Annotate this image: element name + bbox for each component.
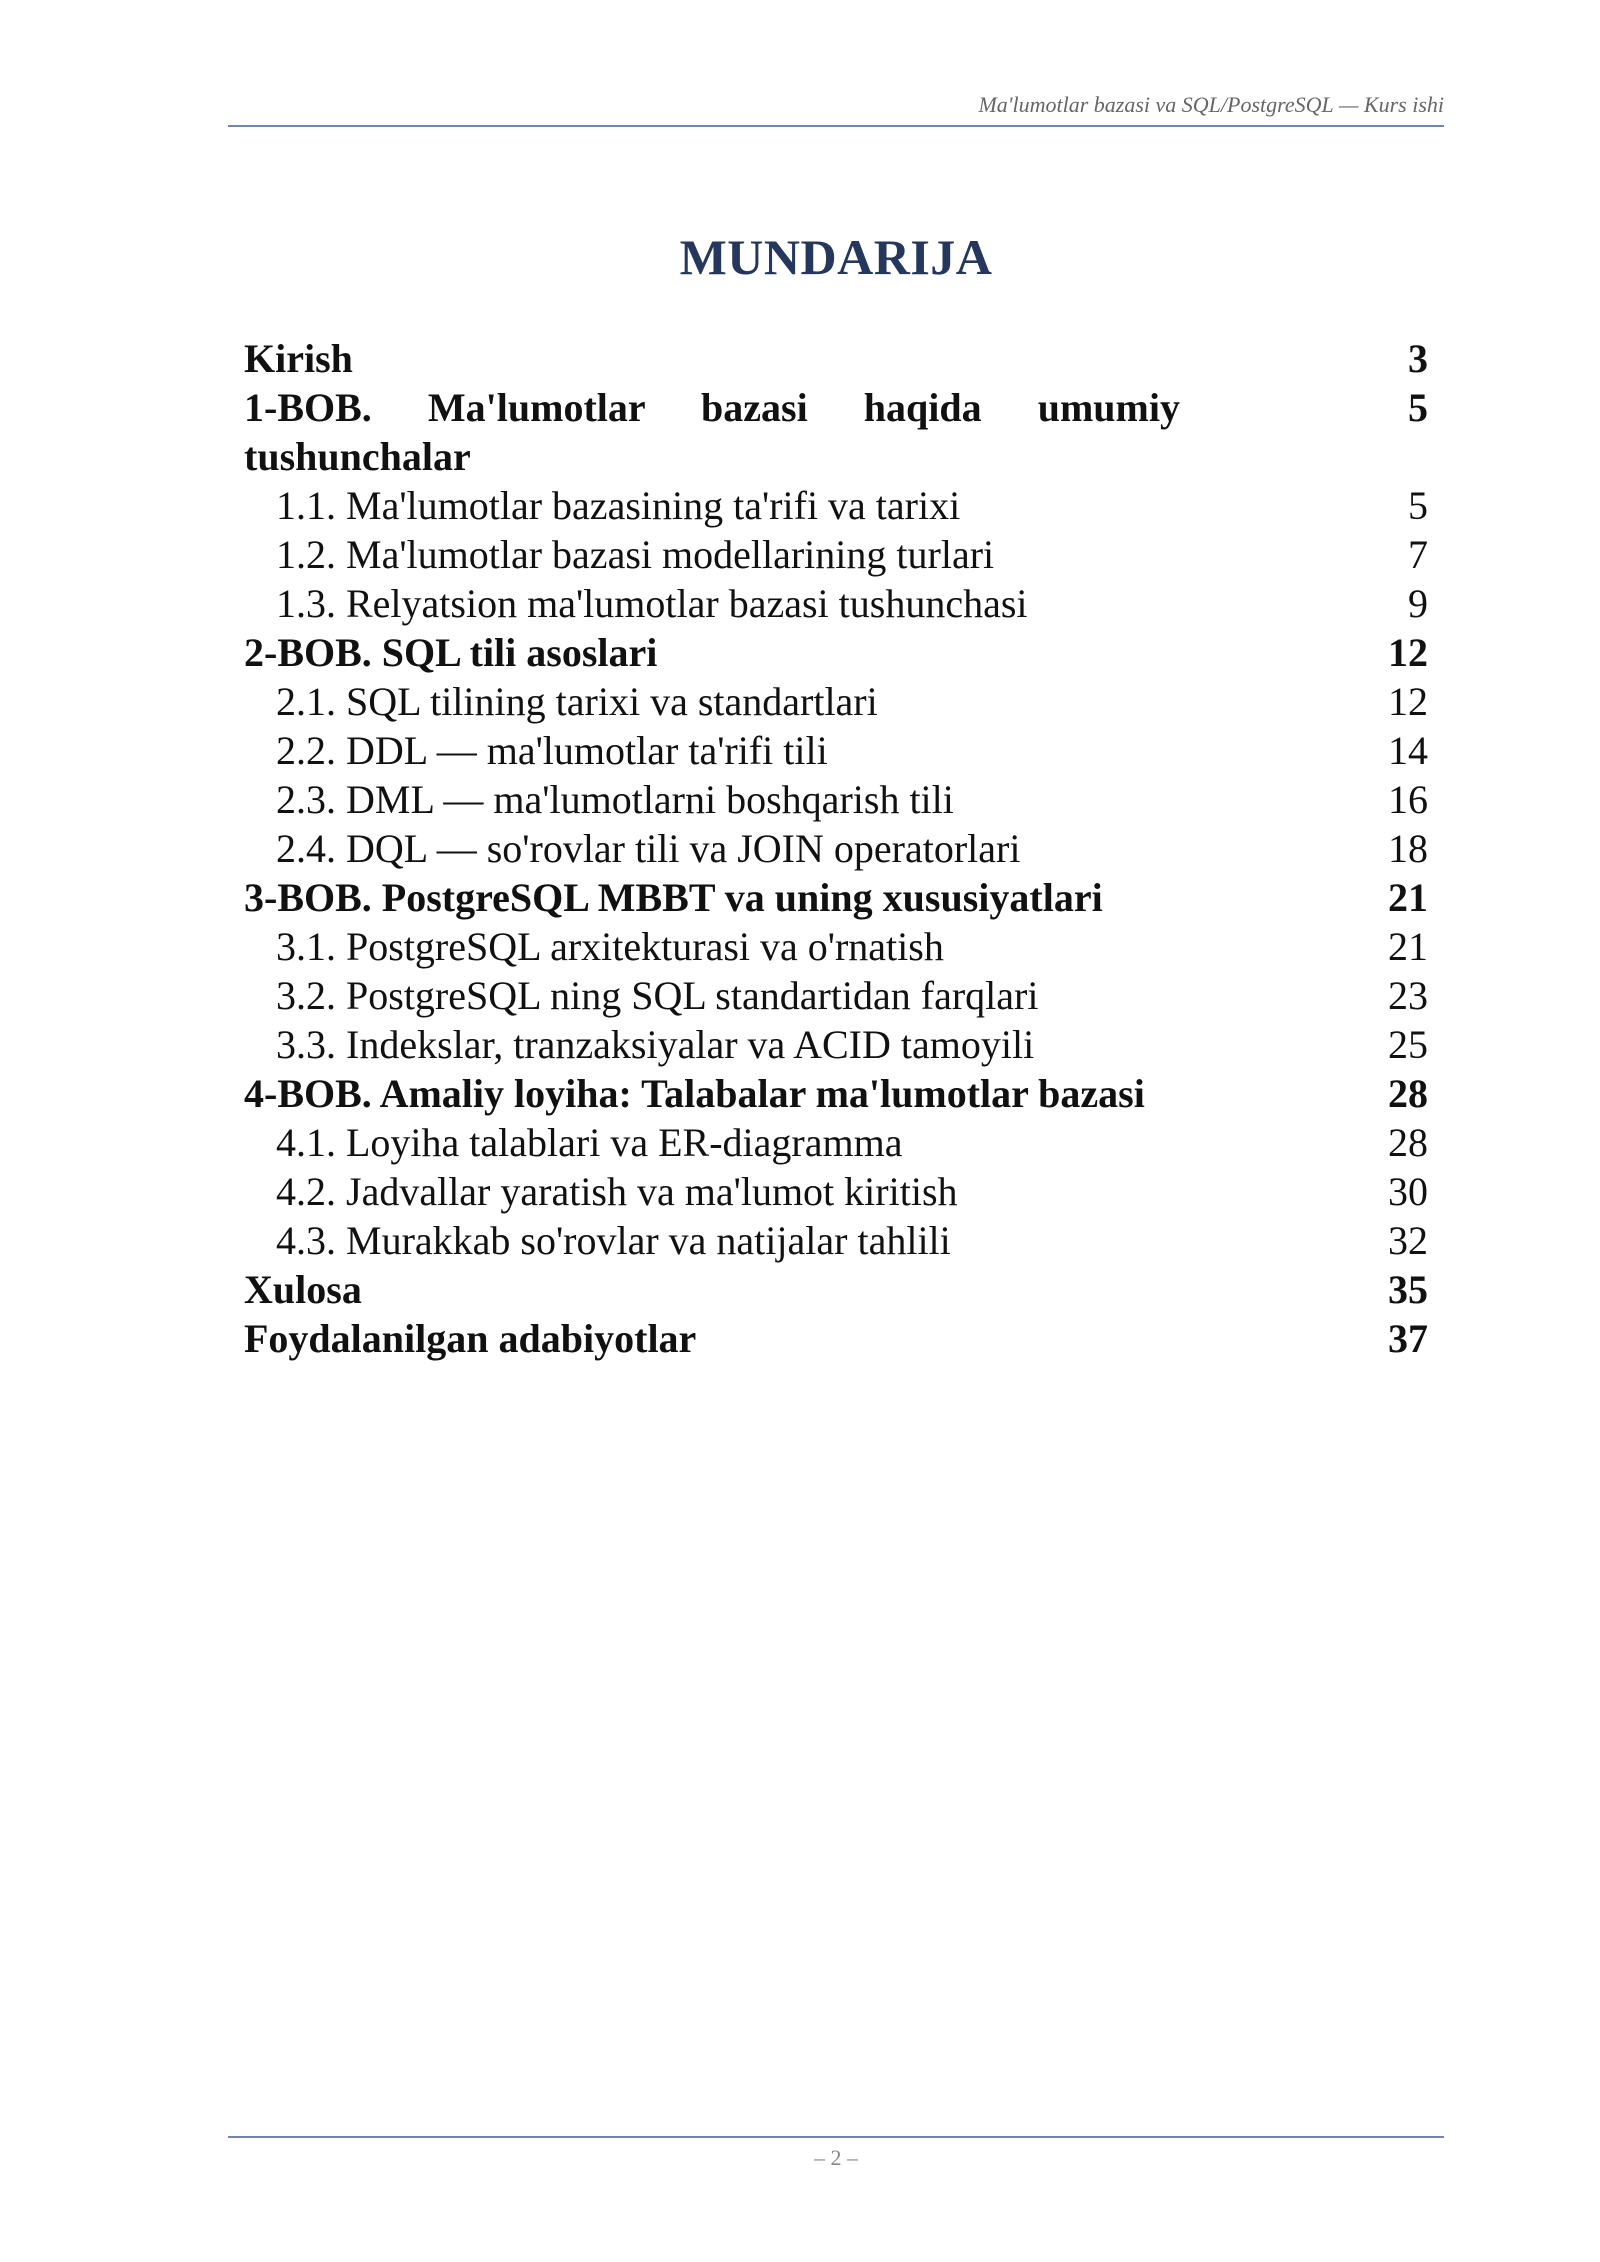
- toc-entry-label: 3-BOB. PostgreSQL MBBT va uning xususiyatlari: [244, 875, 1103, 920]
- toc-entry-label: 4.2. Jadvallar yaratish va ma'lumot kiritish: [276, 1169, 958, 1214]
- toc-entry-label: 2.1. SQL tilining tarixi va standartlari: [276, 679, 878, 724]
- toc-entry-page-number: 32: [1388, 1218, 1428, 1263]
- toc-entry-label: 3.1. PostgreSQL arxitekturasi va o'rnatish: [276, 924, 944, 969]
- toc-entry-label: 2-BOB. SQL tili asoslari: [244, 630, 658, 675]
- toc-chapter-entry: [244, 1069, 1428, 1118]
- toc-entry-label: 4.1. Loyiha talablari va ER-diagramma: [276, 1120, 903, 1165]
- toc-entry-label: 3.2. PostgreSQL ning SQL standartidan farqlari: [276, 973, 1039, 1018]
- toc-entry-page-number: 3: [1408, 336, 1428, 381]
- toc-entry-label: 3.3. Indekslar, tranzaksiyalar va ACID tamoyili: [276, 1022, 1035, 1067]
- toc-entry-page-number: 37: [1388, 1316, 1428, 1361]
- toc-section-entry: [244, 922, 1428, 971]
- toc-chapter-entry: [244, 334, 1428, 383]
- footer-divider: [228, 2136, 1444, 2138]
- toc-chapter-entry: [244, 873, 1428, 922]
- toc-chapter-entry: [244, 383, 1428, 481]
- toc-entry-label: Kirish: [244, 336, 353, 381]
- toc-entry-label: Xulosa: [244, 1267, 362, 1312]
- toc-entry-page-number: 12: [1388, 679, 1428, 724]
- toc-section-entry: [244, 530, 1428, 579]
- toc-entry-page-number: 12: [1388, 630, 1428, 675]
- toc-entry-label: 4.3. Murakkab so'rovlar va natijalar tahlili: [276, 1218, 951, 1263]
- toc-entry-page-number: 30: [1388, 1169, 1428, 1214]
- toc-entry-page-number: 21: [1388, 875, 1428, 920]
- running-header: Ma'lumotlar bazasi va SQL/PostgreSQL — Kurs ishi: [978, 92, 1444, 117]
- header-divider: [228, 125, 1444, 127]
- toc-entry-page-number: 7: [1408, 532, 1428, 577]
- toc-section-entry: [244, 1216, 1428, 1265]
- toc-entry-label: 1.2. Ma'lumotlar bazasi modellarining turlari: [276, 532, 995, 577]
- page-number: – 2 –: [814, 2145, 858, 2170]
- toc-entry-page-number: 14: [1388, 728, 1428, 773]
- toc-entry-label: 4-BOB. Amaliy loyiha: Talabalar ma'lumotlar bazasi: [244, 1071, 1145, 1116]
- toc-entry-label: 1.3. Relyatsion ma'lumotlar bazasi tushunchasi: [276, 581, 1028, 626]
- toc-section-entry: [244, 726, 1428, 775]
- toc-entry-page-number: 28: [1388, 1071, 1428, 1116]
- toc-entry-page-number: 25: [1388, 1022, 1428, 1067]
- toc-entry-label: Foydalanilgan adabiyotlar: [244, 1316, 697, 1361]
- toc-entry-page-number: 5: [1408, 483, 1428, 528]
- toc-entry-page-number: 23: [1388, 973, 1428, 1018]
- toc-entry-page-number: 28: [1388, 1120, 1428, 1165]
- toc-entry-page-number: 9: [1408, 581, 1428, 626]
- toc-chapter-entry: [244, 628, 1428, 677]
- toc-section-entry: [244, 579, 1428, 628]
- toc-entry-page-number: 18: [1388, 826, 1428, 871]
- toc-section-entry: [244, 1167, 1428, 1216]
- toc-section-entry: [244, 677, 1428, 726]
- toc-entry-page-number: 16: [1388, 777, 1428, 822]
- toc-entry-label: 2.3. DML — ma'lumotlarni boshqarish tili: [276, 777, 954, 822]
- toc-section-entry: [244, 481, 1428, 530]
- toc-entry-label: 1-BOB. Ma'lumotlar bazasi haqida umumiy tushunchalar: [244, 385, 1180, 479]
- toc-title: MUNDARIJA: [679, 229, 993, 285]
- toc-chapter-entry: [244, 1265, 1428, 1314]
- toc-section-entry: [244, 824, 1428, 873]
- toc-section-entry: [244, 1020, 1428, 1069]
- toc-entry-page-number: 21: [1388, 924, 1428, 969]
- toc-entry-label: 2.2. DDL — ma'lumotlar ta'rifi tili: [276, 728, 828, 773]
- toc-section-entry: [244, 971, 1428, 1020]
- toc-entry-page-number: 5: [1408, 385, 1428, 430]
- toc-entry-label: 2.4. DQL — so'rovlar tili va JOIN operatorlari: [276, 826, 1021, 871]
- toc-entry-page-number: 35: [1388, 1267, 1428, 1312]
- toc-section-entry: [244, 775, 1428, 824]
- toc-entry-label: 1.1. Ma'lumotlar bazasining ta'rifi va tarixi: [276, 483, 961, 528]
- toc-chapter-entry: [244, 1314, 1428, 1363]
- table-of-contents: [244, 334, 1428, 1363]
- toc-section-entry: [244, 1118, 1428, 1167]
